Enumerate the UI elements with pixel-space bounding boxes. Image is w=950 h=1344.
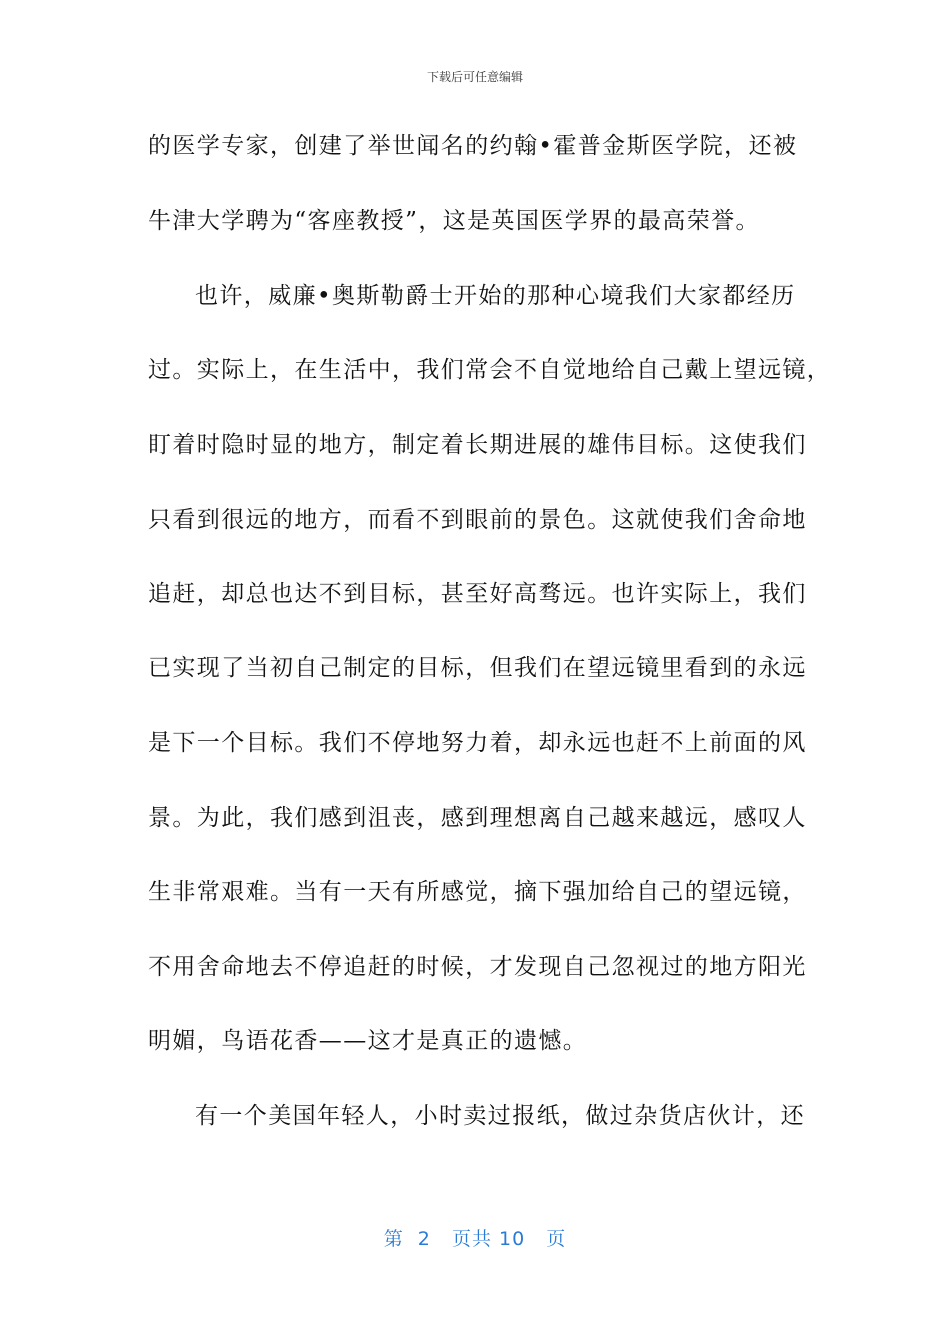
text-line: 是下一个目标。我们不停地努力着，却永远也赶不上前面的风: [148, 730, 807, 756]
text-line: 盯着时隐时显的地方，制定着长期进展的雄伟目标。这使我们: [148, 432, 807, 458]
text-line: 明媚，鸟语花香——这才是真正的遗憾。: [148, 1028, 588, 1054]
text-line: 生非常艰难。当有一天有所感觉，摘下强加给自己的望远镜，: [148, 879, 807, 905]
text-line: 不用舍命地去不停追赶的时候，才发现自己忽视过的地方阳光: [148, 954, 807, 980]
paragraph-start-line: 也许，威廉•奥斯勒爵士开始的那种心境我们大家都经历: [195, 283, 796, 309]
text-line: 过。实际上，在生活中，我们常会不自觉地给自己戴上望远镜，: [148, 357, 832, 383]
text-line: 已实现了当初自己制定的目标，但我们在望远镜里看到的永远: [148, 655, 807, 681]
paragraph-start-line: 有一个美国年轻人，小时卖过报纸，做过杂货店伙计，还: [195, 1103, 805, 1129]
text-line: 只看到很远的地方，而看不到眼前的景色。这就使我们舍命地: [148, 507, 807, 533]
text-line: 景。为此，我们感到沮丧，感到理想离自己越来越远，感叹人: [148, 805, 807, 831]
page-number-footer: 第 2 页共 10 页: [383, 1228, 567, 1250]
text-line: 的医学专家，创建了举世闻名的约翰•霍普金斯医学院，还被: [148, 133, 798, 159]
text-line: 追赶，却总也达不到目标，甚至好高骛远。也许实际上，我们: [148, 581, 807, 607]
page-header: 下载后可任意编辑: [426, 70, 523, 84]
text-line: 牛津大学聘为“客座教授”，这是英国医学界的最高荣誉。: [148, 208, 760, 234]
